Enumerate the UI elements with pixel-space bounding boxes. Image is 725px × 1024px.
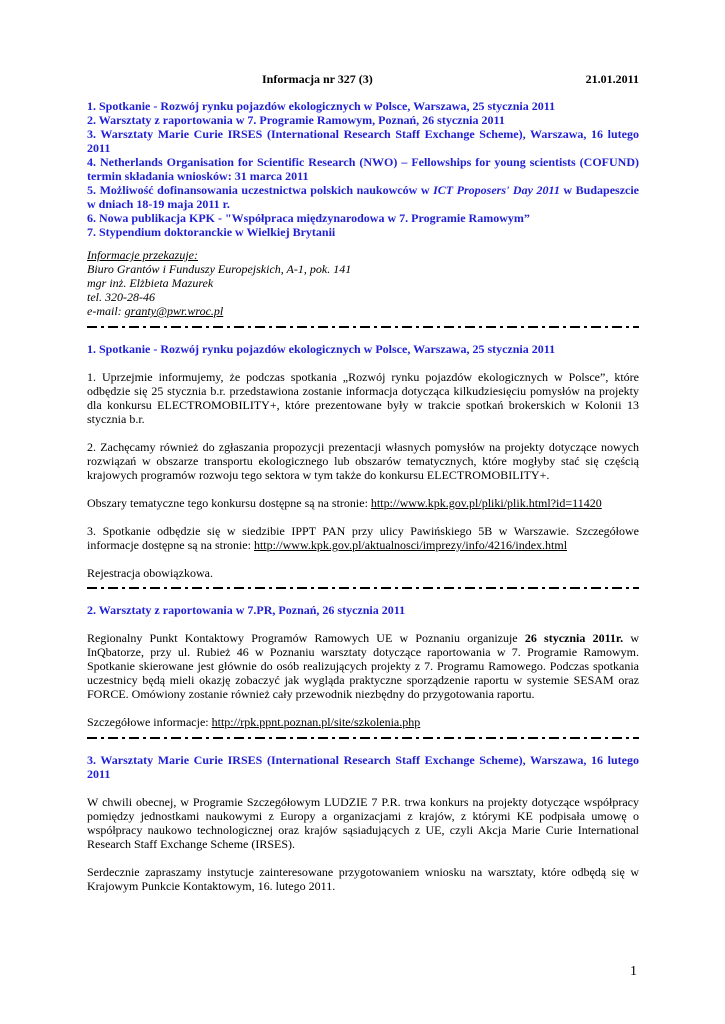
- paragraph-bold: 26 stycznia 2011r.: [524, 631, 624, 645]
- section-title: 2. Warsztaty z raportowania w 7.PR, Poznań, 26 stycznia 2011: [87, 603, 406, 617]
- section-divider: [87, 587, 639, 589]
- paragraph: [87, 631, 639, 701]
- contact-org: Biuro Grantów i Funduszy Europejskich, A-1, pok. 141: [87, 262, 352, 276]
- section-divider: [87, 737, 639, 739]
- link[interactable]: http://rpk.ppnt.poznan.pl/site/szkolenia.php: [211, 715, 421, 729]
- toc-item: [87, 183, 639, 211]
- toc-item: 7. Stypendium doktoranckie w Wielkiej Brytanii: [87, 225, 336, 239]
- section-divider: [87, 326, 639, 328]
- paragraph-text: w InQbatorze, przy ul. Rubież 46 w Poznaniu warsztaty dotyczące raportowania w 7. Programie Ramowym. Spotkanie skierowane jest głównie do osób realizujących projekty z 7. Programu Ramowego. Podczas spotkania uczestnicy będą mieli okazję zobaczyć jak wygląda praktyczne sporządzenie raportu w systemie SESAM oraz FORCE. Omówiony zostanie również cały przewodnik niezbędny do przygotowania raportu.: [87, 631, 640, 701]
- section-title: 3. Warsztaty Marie Curie IRSES (International Research Staff Exchange Scheme), Warszawa, 16 lutego 2011: [87, 753, 639, 781]
- paragraph: W chwili obecnej, w Programie Szczegółowym LUDZIE 7 P.R. trwa konkurs na projekty dotyczące współpracy pomiędzy jednostkami naukowymi z Europy a organizacjami z krajów, z którymi KE podpisała umowę o współpracy naukowo technologicznej oraz krajów sąsiadujących z UE, czyli Akcja Marie Curie International Research Staff Exchange Scheme (IRSES).: [87, 795, 639, 851]
- email-link[interactable]: granty@pwr.wroc.pl: [124, 304, 224, 318]
- paragraph-text: 3. Spotkanie odbędzie się w siedzibie IPPT PAN przy ulicy Pawińskiego 5B w Warszawie. Szczegółowe informacje dostępne są na stronie:: [87, 524, 639, 552]
- contact-block: [87, 248, 639, 318]
- paragraph: [87, 715, 639, 729]
- toc-item: 6. Nowa publikacja KPK - "Współpraca międzynarodowa w 7. Programie Ramowym”: [87, 211, 530, 225]
- contact-tel: tel. 320-28-46: [87, 290, 155, 304]
- contact-email: [87, 304, 639, 318]
- toc-item: 4. Netherlands Organisation for Scientific Research (NWO) – Fellowships for young scientists (COFUND) termin składania wniosków: 31 marca 2011: [87, 155, 639, 183]
- paragraph: [87, 524, 639, 552]
- contact-heading: Informacje przekazuje:: [87, 248, 198, 262]
- toc-item: 2. Warsztaty z raportowania w 7. Programie Ramowym, Poznań, 26 stycznia 2011: [87, 113, 505, 127]
- toc-item: 1. Spotkanie - Rozwój rynku pojazdów ekologicznych w Polsce, Warszawa, 25 stycznia 2011: [87, 99, 556, 113]
- info-title: Informacja nr 327 (3): [262, 72, 373, 86]
- paragraph-text: Regionalny Punkt Kontaktowy Programów Ramowych UE w Poznaniu organizuje: [87, 631, 525, 645]
- paragraph: Serdecznie zapraszamy instytucje zainteresowane przygotowaniem wniosku na warsztaty, które odbędą się w Krajowym Punkcie Kontaktowym, 16. lutego 2011.: [87, 865, 639, 893]
- paragraph-text: Szczegółowe informacje:: [87, 715, 212, 729]
- link[interactable]: http://www.kpk.gov.pl/pliki/plik.html?id=11420: [370, 496, 602, 510]
- toc-item-text: w Budapeszcie w dniach 18-19 maja 2011 r.: [87, 183, 640, 211]
- table-of-contents: [87, 99, 639, 239]
- page-number: 1: [630, 964, 637, 979]
- email-label: e-mail:: [87, 304, 125, 318]
- toc-item: 3. Warsztaty Marie Curie IRSES (International Research Staff Exchange Scheme), Warszawa, 16 lutego 2011: [87, 127, 639, 155]
- link[interactable]: http://www.kpk.gov.pl/aktualnosci/imprezy/info/4216/index.html: [253, 538, 568, 552]
- document-header: [87, 72, 639, 88]
- paragraph: 1. Uprzejmie informujemy, że podczas spotkania „Rozwój rynku pojazdów ekologicznych w Polsce”, które odbędzie się 25 stycznia b.r. przedstawiona zostanie informacja dotycząca kilkudziesięciu pomysłów na projekty dla konkursu ELECTROMOBILITY+, które prezentowane były w trakcie spotkań brokerskich w Kolonii 13 stycznia b.r.: [87, 370, 639, 426]
- document-page: [87, 72, 639, 893]
- paragraph: [87, 496, 639, 510]
- paragraph: 2. Zachęcamy również do zgłaszania propozycji prezentacji własnych pomysłów na projekty dotyczące nowych rozwiązań w obszarze transportu ekologicznego lub obszarów tematycznych, które mogłyby stać się częścią krajowych programów rozwoju tego sektora w tym także do konkursu ELECTROMOBILITY+.: [87, 440, 639, 482]
- toc-item-text: 5. Możliwość dofinansowania uczestnictwa polskich naukowców w: [87, 183, 434, 197]
- paragraph-text: Obszary tematyczne tego konkursu dostępne są na stronie:: [87, 496, 371, 510]
- section-title: 1. Spotkanie - Rozwój rynku pojazdów ekologicznych w Polsce, Warszawa, 25 stycznia 2011: [87, 342, 556, 356]
- info-date: 21.01.2011: [585, 72, 639, 86]
- paragraph: Rejestracja obowiązkowa.: [87, 566, 213, 580]
- toc-item-italic: ICT Proposers' Day 2011: [433, 183, 560, 197]
- contact-person: mgr inż. Elżbieta Mazurek: [87, 276, 214, 290]
